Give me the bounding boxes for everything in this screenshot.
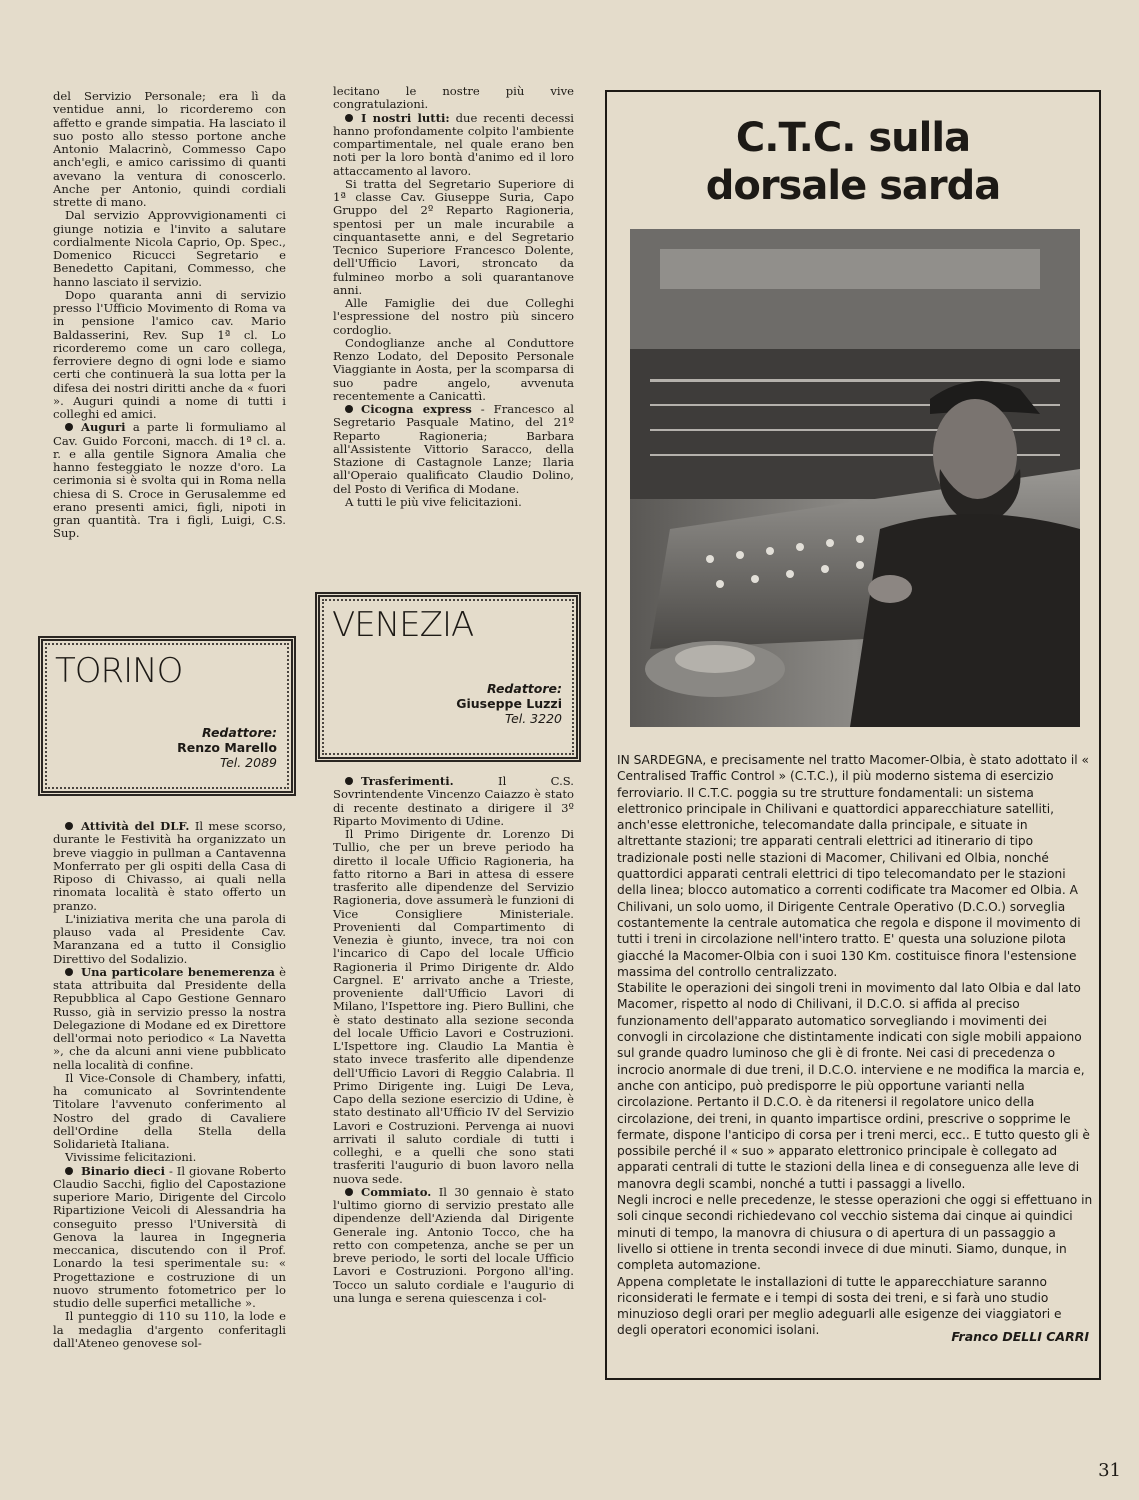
paragraph: L'iniziativa merita che una parola di plauso vada al Presidente Cav. Maranzana ed a tutto il Consiglio Direttivo del Sodalizio.: [53, 911, 286, 966]
news-item-auguri: [53, 421, 286, 540]
news-item-commiato: [333, 1186, 574, 1305]
bullet-icon: [65, 822, 73, 830]
editor-credit: [456, 681, 562, 726]
article-paragraph: IN SARDEGNA, e precisamente nel tratto Macomer-Olbia, è stato adottato il « Centralised Traffic Control » (C.T.C.), il più moderno sistema di esercizio ferroviario. Il C.T.C. poggia su tre strutture fondamentali: un sistema elettronico principale in Chilivani e quattordici apparecchiature satelliti, anch'esse elettroniche, telecomandate dalla principale, e situate in altrettante stazioni; tre apparati centrali elettrici ad itinerario di tipo tradizionale posti nelle stazioni di Macomer, Chilivani ed Olbia, nonché quattordici apparati centrali elettrici di tipo telecomandato per le stazioni della linea; blocco automatico a correnti codificate tra Macomer ed Olbia. A Chilivani, un solo uomo, il Dirigente Centrale Operativo (D.C.O.) sorveglia costantemente la centrale automatica che regola e dispone il movimento di tutti i treni in circolazione nell'intero tratto. E' questa una soluzione pilota giacché la Macomer-Olbia con i suoi 130 Km. costituisce finora l'estensione massima del controllo centralizzato.: [617, 753, 1089, 979]
paragraph: lecitano le nostre più vive congratulazioni.: [333, 84, 574, 112]
column-1-bottom: [53, 820, 286, 1350]
article-headline: [607, 114, 1099, 210]
item-text: Il C.S. Sovrintendente Vincenzo Caiazzo è stato di recente destinato a dirigere il 3º Riparto Movimento di Udine.: [333, 774, 574, 828]
torino-section-box: [38, 636, 296, 796]
item-text: - Il giovane Roberto Claudio Sacchi, figlio del Capostazione superiore Mario, Dirigente del Circolo Ripartizione Veicoli di Alessandria ha conseguito presso l'Università di Genova la laurea in Ingegneria meccanica, discutendo con il Prof. Lonardo la tesi sperimentale su: « Progettazione e costruzione di un nuovo strumento fotometrico per lo studio delle superfici metalliche ».: [53, 1163, 286, 1310]
editor-phone: Tel. 2089: [219, 755, 277, 770]
section-title-torino: TORINO: [55, 651, 183, 691]
editor-label: Redattore:: [486, 681, 562, 696]
ctc-article-frame: [605, 90, 1101, 1380]
item-title: Auguri: [81, 420, 126, 435]
item-text: due recenti decessi hanno profondamente colpito l'ambiente compartimentale, nel quale erano ben noti per la loro bontà d'animo ed il loro attaccamento al lavoro.: [333, 110, 575, 178]
article-body: [617, 752, 1095, 1339]
bullet-icon: [345, 405, 353, 413]
paragraph: Il Vice-Console di Chambery, infatti, ha comunicato al Sovrintendente Titolare l'avvenuto conferimento al Nostro del grado di Cavaliere dell'Ordine della Stella della Solidarietà Italiana.: [53, 1070, 286, 1151]
column-2-bottom: [333, 775, 574, 1305]
column-2-top: [333, 85, 574, 509]
editor-name: Giuseppe Luzzi: [456, 696, 562, 711]
item-text: Il 30 gennaio è stato l'ultimo giorno di servizio prestato alle dipendenze dell'Azienda dal Dirigente Generale ing. Antonio Tocco, che ha retto con competenza, anche se per un breve periodo, le sorti del locale Ufficio Lavori e Costruzioni. Porgono all'ing. Tocco un saluto cordiale e l'augurio di una lunga e serena quiescenza i col-: [333, 1184, 574, 1305]
news-item-trasferimenti: [333, 775, 574, 828]
item-title: Trasferimenti.: [361, 774, 454, 788]
item-title: Cicogna express: [361, 402, 472, 416]
item-text: Il mese scorso, durante le Festività ha organizzato un breve viaggio in pullman a Cantavenna Monferrato per gli ospiti della Casa di Riposo di Chivasso, ai quali nella rinomata località è stato offerto un pranzo.: [53, 819, 287, 913]
item-title: I nostri lutti:: [361, 110, 450, 125]
news-item-cicogna: [333, 403, 574, 496]
article-byline: Franco DELLI CARRI: [951, 1329, 1089, 1344]
editor-name: Renzo Marello: [177, 740, 277, 755]
item-title: Commiato.: [361, 1184, 432, 1199]
news-item-binario: [53, 1165, 286, 1311]
bullet-icon: [65, 1167, 73, 1175]
section-title-venezia: VENEZIA: [332, 605, 474, 645]
bullet-icon: [345, 114, 353, 122]
paragraph: Il punteggio di 110 su 110, la lode e la medaglia d'argento conferitagli dall'Ateneo genovese sol-: [53, 1309, 286, 1350]
bullet-icon: [65, 423, 73, 431]
item-title: Attività del DLF.: [81, 819, 190, 833]
editor-phone: Tel. 3220: [504, 711, 562, 726]
article-paragraph: Negli incroci e nelle precedenze, le stesse operazioni che oggi si effettuano in soli cinque secondi richiedevano col vecchio sistema dai cinque ai quindici minuti di tempo, la manovra di chiusura o di apertura di un passaggio a livello si ottiene in trenta secondi invece di due minuti. Siamo, dunque, in completa automazione.: [617, 1193, 1093, 1273]
item-title: Binario dieci: [81, 1163, 166, 1178]
page-number: 31: [1098, 1460, 1121, 1481]
item-text: è stata attribuita dal Presidente della Repubblica al Capo Gestione Gennaro Russo, già in servizio presso la nostra Delegazione di Modane ed ex Direttore dell'ormai noto periodico « La Navetta », che da alcuni anni viene pubblicato nella località di confine.: [53, 964, 286, 1072]
item-text: a parte li formuliamo al Cav. Guido Forconi, macch. di 1ª cl. a. r. e alla gentile Signora Amalia che hanno festeggiato le nozze d'oro. La cerimonia si è svolta qui in Roma nella chiesa di S. Croce in Gerusalemme ed erano presenti amici, figli, nipoti in gran quantità. Tra i figli, Luigi, C.S. Sup.: [53, 420, 286, 541]
paragraph: Dopo quaranta anni di servizio presso l'Ufficio Movimento di Roma va in pensione l'amico cav. Mario Baldasserini, Rev. Sup 1ª cl. Lo ricorderemo come un caro collega, ferroviere degno di ogni lode e siamo certi che continuerà la sua lotta per la difesa dei nostri diritti anche da « fuori ». Auguri quindi a nome di tutti i colleghi ed amici.: [53, 287, 286, 421]
headline-line-2: dorsale sarda: [705, 163, 1001, 209]
bullet-icon: [345, 1188, 353, 1196]
photo-ctc-operator: [630, 229, 1080, 727]
paragraph: del Servizio Personale; era lì da ventidue anni, lo ricorderemo con affetto e grande simpatia. Ha lasciato il suo posto allo stesso portone anche Antonio Malacrinò, Commesso Capo anch'egli, e amico carissimo di quanti avevano la ventura di conoscerlo. Anche per Antonio, quindi cordiali strette di mano.: [53, 89, 286, 209]
venezia-section-box: [315, 592, 581, 762]
news-item-lutti: [333, 112, 574, 178]
article-paragraph: Appena completate le installazioni di tutte le apparecchiature saranno riconsiderati le fermate e i tempi di sosta dei treni, e si farà uno studio minuzioso degli orari per meglio adeguarli alle esigenze dei viaggiatori e degli operatori economici isolani.: [617, 1274, 1062, 1338]
paragraph: Vivissime felicitazioni.: [65, 1150, 197, 1165]
paragraph: Alle Famiglie dei due Colleghi l'espressione del nostro più sincero cordoglio.: [333, 296, 574, 337]
column-1-top: [53, 90, 286, 541]
bullet-icon: [65, 968, 73, 976]
bullet-icon: [345, 777, 353, 785]
article-paragraph: Stabilite le operazioni dei singoli treni in movimento dal lato Olbia e dal lato Macomer, rispetto al nodo di Chilivani, il D.C.O. si affida al preciso funzionamento dell'apparato automatico sorvegliando i movimenti dei convogli in circolazione che distintamente indicati con sigle mobili appaiono sul grande quadro luminoso che gli è di fronte. Nei casi di precedenza o incrocio anormale di due treni, il D.C.O. interviene e ne modifica la marcia e, anche con anticipo, può predisporre le più opportune varianti nella circolazione. Pertanto il D.C.O. è da ritenersi il regolatore unico della circolazione, dei treni, in quanto impartisce ordini, prescrive o sopprime le fermate, dispone l'anticipo di corsa per i treni merci, ecc.. E tutto questo gli è possibile perché il « suo » apparato elettronico principale è collegato ad apparati centrali di tutte le stazioni della linea e di conseguenza alle leve di manovra degli scambi, nonché a tutti i passaggi a livello.: [617, 981, 1090, 1191]
paragraph: A tutti le più vive felicitazioni.: [345, 494, 522, 509]
editor-label: Redattore:: [201, 725, 277, 740]
paragraph: Si tratta del Segretario Superiore di 1ª classe Cav. Giuseppe Suria, Capo Gruppo del 2º Reparto Ragioneria, spentosi per un male incurabile a cinquantasette anni, e del Segretario Tecnico Superiore Francesco Dolente, dell'Ufficio Lavori, stroncato da fulmineo morbo a soli quarantanove anni.: [333, 176, 574, 297]
paragraph: Dal servizio Approvvigionamenti ci giunge notizia e l'invito a salutare cordialmente Nicola Caprio, Op. Spec., Domenico Ricucci Segretario e Benedetto Capitani, Commesso, che hanno lasciato il servizio.: [53, 208, 286, 289]
news-item-attivita: [53, 820, 286, 913]
item-text: - Francesco al Segretario Pasquale Matino, del 21º Reparto Ragioneria; Barbara all'Assistente Vittorio Saracco, della Stazione di Castagnole Lanze; Ilaria all'Operaio qualificato Claudio Dolino, del Posto di Verifica di Modane.: [333, 402, 575, 496]
photo-illustration: [630, 229, 1080, 727]
news-item-benemerenza: [53, 966, 286, 1072]
editor-credit: [177, 725, 277, 770]
paragraph: Il Primo Dirigente dr. Lorenzo Di Tullio, che per un breve periodo ha diretto il locale Ufficio Ragioneria, ha fatto ritorno a Bari in attesa di essere trasferito alle dipendenze del Servizio Ragioneria, dove assumerà le funzioni di Vice Consigliere Ministeriale. Provenienti dal Compartimento di Venezia è giunto, invece, tra noi con l'incarico di Capo del locale Ufficio Ragioneria il Primo Dirigente dr. Aldo Cargnel. E' arrivato anche a Trieste, proveniente dall'Ufficio Lavori di Milano, l'Ispettore ing. Piero Bullini, che è stato destinato alla sezione seconda del locale Ufficio Lavori e Costruzioni. L'Ispettore ing. Claudio La Mantia è stato invece trasferito alle dipendenze dell'Ufficio Lavori di Reggio Calabria. Il Primo Dirigente ing. Luigi De Leva, Capo della sezione esercizio di Udine, è stato destinato all'Ufficio IV del Servizio Lavori e Costruzioni. Pervenga ai nuovi arrivati il saluto cordiale di tutti i colleghi, e a quelli che sono stati trasferiti l'augurio di buon lavoro nella nuova sede.: [333, 827, 574, 1186]
headline-line-1: C.T.C. sulla: [735, 115, 971, 161]
item-title: Una particolare benemerenza: [81, 964, 275, 979]
paragraph: Condoglianze anche al Conduttore Renzo Lodato, del Deposito Personale Viaggiante in Aosta, per la scomparsa di suo padre angelo, avvenuta recentemente a Canicattì.: [333, 335, 574, 403]
